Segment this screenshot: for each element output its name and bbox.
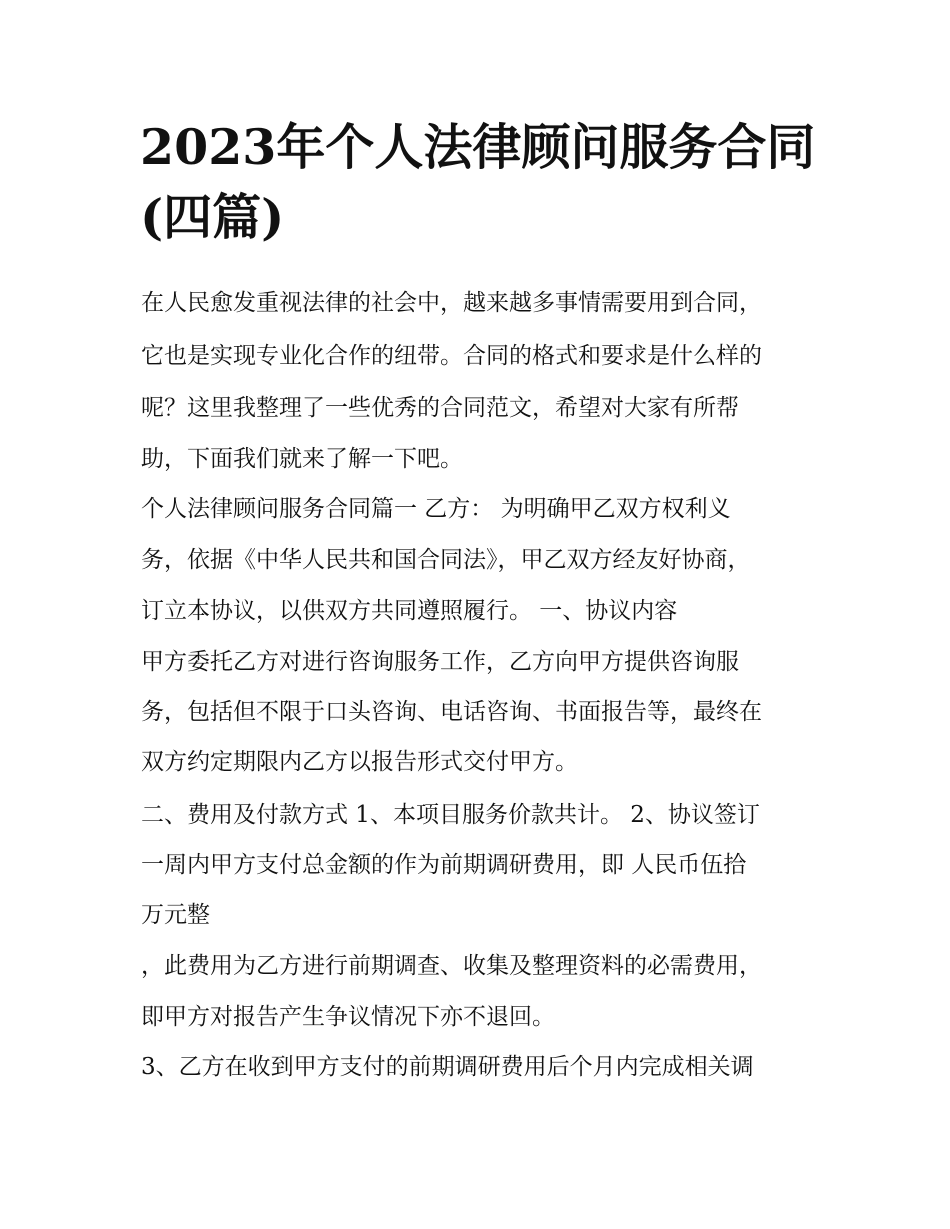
paragraph-line: 万元整 [141,902,210,928]
paragraph-line: 3、乙方在收到甲方支付的前期调研费用后个月内完成相关调 [141,1054,754,1080]
paragraph-line: 即甲方对报告产生争议情况下亦不退回。 [141,1004,555,1030]
paragraph-line: 甲方委托乙方对进行咨询服务工作，乙方向甲方提供咨询服 [141,649,739,675]
paragraph-line: 个人法律顾问服务合同篇一 乙方： 为明确甲乙双方权利义 [141,496,731,522]
paragraph-line: 呢？这里我整理了一些优秀的合同范文，希望对大家有所帮 [141,395,739,421]
paragraph-line: 务，依据《中华人民共和国合同法》，甲乙双方经友好协商， [141,547,751,573]
document-title [140,112,820,252]
paragraph-line: 一周内甲方支付总金额的作为前期调研费用，即 人民币伍拾 [141,852,747,878]
paragraph-line: 在人民愈发重视法律的社会中，越来越多事情需要用到合同， [141,290,762,316]
paragraph-line: 二、费用及付款方式 1、本项目服务价款共计。 2、协议签订 [141,802,760,828]
paragraph-line: 它也是实现专业化合作的纽带。合同的格式和要求是什么样的 [141,343,762,369]
paragraph-line: 助，下面我们就来了解一下吧。 [141,446,463,472]
title-line-2: (四篇) [140,188,285,246]
title-line-1: 2023年个人法律顾问服务合同 [140,118,816,176]
paragraph-line: ，此费用为乙方进行前期调查、收集及整理资料的必需费用， [141,953,762,979]
paragraph-line: 订立本协议，以供双方共同遵照履行。 一、协议内容 [141,598,678,624]
paragraph-line: 双方约定期限内乙方以报告形式交付甲方。 [141,749,578,775]
paragraph-line: 务，包括但不限于口头咨询、电话咨询、书面报告等，最终在 [141,699,762,725]
